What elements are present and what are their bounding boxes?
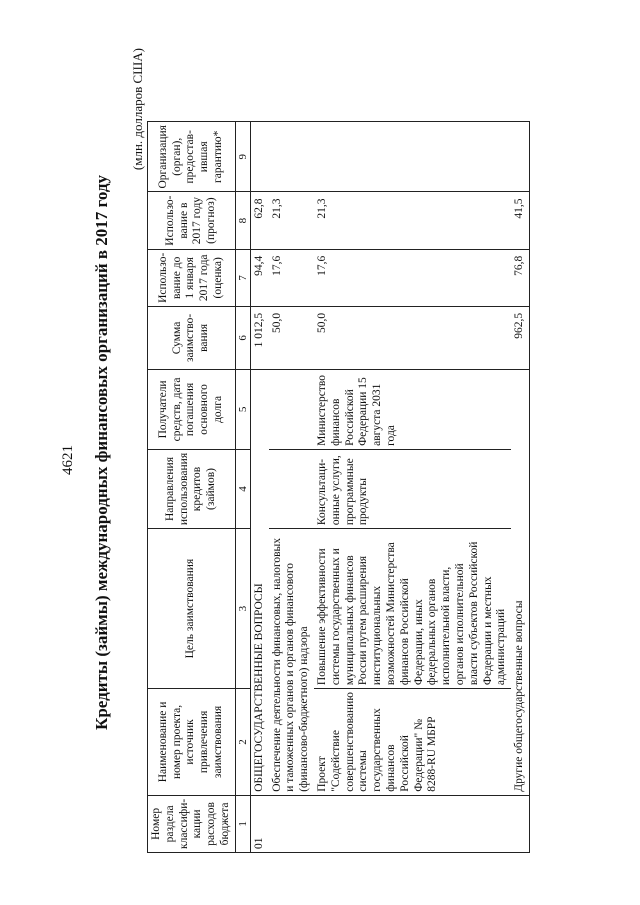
credits-table [147,121,530,853]
section-code: 01 [250,795,268,852]
header-guarantor: Организация (орган), предостав-ившая гарантию* [148,122,236,192]
other-amount: 962,5 [511,306,529,369]
subsection-amount: 50,0 [269,306,314,369]
project-code [314,795,511,852]
project-directions: Консультаци-онные услуги, программные продукты [314,449,511,528]
subsection-name: Обеспечение деятельности финансовых, налоговых и таможенных органов и органов финансового (финансово-бюджетного) надзора [269,529,314,796]
column-number: 5 [235,369,250,449]
table-row-other [511,122,529,853]
project-name: Проект "Содействие совершенствованию системы государственных финансов Российской Федерации" № 8288-RU МБРР [314,689,511,796]
page-title: Кредиты (займы) международных финансовых организаций в 2017 году [92,175,111,730]
subsection-directions [269,449,314,528]
header-row [148,122,236,853]
header-used-2017: Использо-вание в 2017 году (прогноз) [148,192,236,249]
header-recipients: Получатели средств, дата погашения основного долга [148,369,236,449]
other-guarantor [511,122,529,192]
header-project-name: Наименование и номер проекта, источник привлечения заимствования [148,689,236,796]
column-number: 6 [235,306,250,369]
section-name: ОБЩЕГОСУДАРСТВЕННЫЕ ВОПРОСЫ [250,369,268,795]
header-amount: Сумма заимство-вания [148,306,236,369]
section-amount: 1 012,5 [250,306,268,369]
header-directions: Направления использования кредитов (займов) [148,449,236,528]
column-number: 1 [235,795,250,852]
units-label: (млн. долларов США) [130,48,145,171]
header-section-number: Номер раздела классифи-кации расходов бюджета [148,795,236,852]
column-number: 4 [235,449,250,528]
other-used-2017: 41,5 [511,192,529,249]
column-number-row [235,122,250,853]
header-used-before: Использо-вание до 1 января 2017 года (оценка) [148,249,236,306]
project-used-2017: 21,3 [314,192,511,249]
project-purpose: Повышение эффективности системы государственных и муниципальных финансов России путем расширения институциональных возможностей Министерства финансов Российской Федерации, иных федеральных органов исполнительной власти, органов исполнительной власти субъектов Российской Федерации и местных администраций [314,529,511,689]
column-number: 9 [235,122,250,192]
subsection-recipient [269,369,314,449]
column-number: 2 [235,689,250,796]
section-used-before: 94,4 [250,249,268,306]
column-number: 3 [235,529,250,689]
table-row-subsection [269,122,314,853]
other-code [511,795,529,852]
subsection-code [269,795,314,852]
column-number: 7 [235,249,250,306]
section-guarantor [250,122,268,192]
section-used-2017: 62,8 [250,192,268,249]
project-amount: 50,0 [314,306,511,369]
subsection-guarantor [269,122,314,192]
subsection-used-before: 17,6 [269,249,314,306]
subsection-used-2017: 21,3 [269,192,314,249]
project-recipient: Министерство финансов Российской Федерации 15 августа 2031 года [314,369,511,449]
column-number: 8 [235,192,250,249]
other-used-before: 76,8 [511,249,529,306]
page-number: 4621 [60,445,76,475]
project-guarantor [314,122,511,192]
project-used-before: 17,6 [314,249,511,306]
table-row-project [314,122,511,853]
other-name: Другие общегосударственные вопросы [511,369,529,795]
table-row-section [250,122,268,853]
header-purpose: Цель заимствования [148,529,236,689]
